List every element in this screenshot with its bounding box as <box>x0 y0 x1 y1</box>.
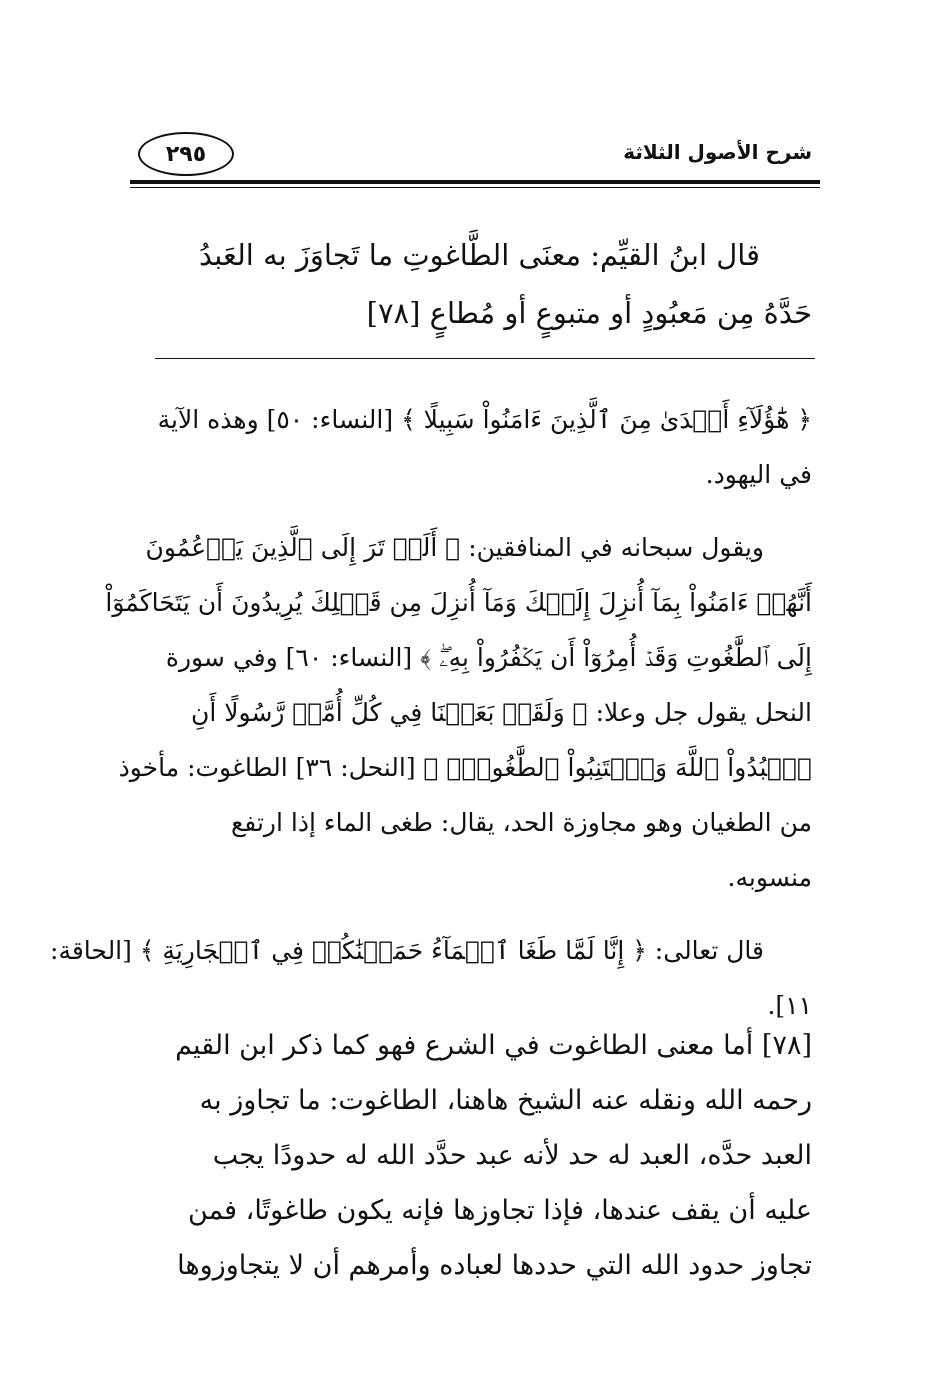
footnote-line: في اليهود. <box>705 460 812 489</box>
footnote-paragraph <box>150 392 812 502</box>
commentary <box>150 1018 812 1293</box>
commentary-line: عليه أن يقف عندها، فإذا تجاوزها فإنه يكون طاغوتًا، فمن <box>188 1195 812 1226</box>
footnote-paragraph <box>50 923 812 1033</box>
page-number-badge: ٢٩٥ <box>138 132 234 176</box>
main-text-line: قال ابنُ القيِّم: معنَى الطَّاغوتِ ما تَجاوَزَ به العَبدُ <box>199 238 760 272</box>
footnote-line: منسوبه. <box>727 863 812 892</box>
page-header <box>130 128 820 184</box>
commentary-line: العبد حدَّه، العبد له حد لأنه عبد حدَّد الله له حدودًا يجب <box>212 1140 812 1171</box>
main-text <box>150 226 812 342</box>
footnote-line: النحل يقول جل وعلا: ﴿ وَلَقَدۡ بَعَثۡنَا فِي كُلِّ أُمَّةٖ رَّسُولًا أَنِ <box>191 698 812 727</box>
footnote-line: ويقول سبحانه في المنافقين: ﴿ أَلَمۡ تَرَ إِلَى ٱلَّذِينَ يَزۡعُمُونَ <box>145 533 764 562</box>
footnote-line: أَنَّهُمۡ ءَامَنُواْ بِمَآ أُنزِلَ إِلَيۡكَ وَمَآ أُنزِلَ مِن قَبۡلِكَ يُرِيدُونَ أَن يَتَحَاكَمُوٓاْ <box>105 588 812 617</box>
commentary-line: تجاوز حدود الله التي حددها لعباده وأمرهم أن لا يتجاوزوها <box>177 1250 812 1281</box>
commentary-line: [٧٨] أما معنى الطاغوت في الشرع فهو كما ذكر ابن القيم <box>175 1030 812 1061</box>
footnote-line: ١١]. <box>767 991 812 1020</box>
footnotes <box>50 392 812 1051</box>
commentary-line: رحمه الله ونقله عنه الشيخ هاهنا، الطاغوت: ما تجاوز به <box>199 1085 812 1116</box>
footnote-line: إِلَى ٱلطَّٰغُوتِ وَقَدۡ أُمِرُوٓاْ أَن يَكۡفُرُواْ بِهِۦۖ ﴾ [النساء: ٦٠] وفي سورة <box>165 643 812 672</box>
book-title: شرح الأصول الثلاثة <box>623 140 812 164</box>
header-rule-thin <box>130 187 820 188</box>
main-text-line: حَدَّهُ مِن مَعبُودٍ أو متبوعٍ أو مُطاعٍ [٧٨] <box>366 296 812 330</box>
footnote-paragraph <box>105 520 812 905</box>
footnote-line: قال تعالى: ﴿ إِنَّا لَمَّا طَغَا ٱلۡمَآءُ حَمَلۡنَٰكُمۡ فِي ٱلۡجَارِيَةِ ﴾ [الحاقة: <box>50 936 764 965</box>
footnote-line: ٱعۡبُدُواْ ٱللَّهَ وَٱجۡتَنِبُواْ ٱلطَّٰغُوتَۖ ﴾ [النحل: ٣٦] الطاغوت: مأخوذ <box>118 753 812 782</box>
footnote-separator <box>155 358 815 359</box>
header-rule-thick <box>130 180 820 184</box>
footnote-line: من الطغيان وهو مجاوزة الحد، يقال: طغى الماء إذا ارتفع <box>231 808 812 837</box>
footnote-line: ﴿ هَٰٓؤُلَآءِ أَهۡدَىٰ مِنَ ٱلَّذِينَ ءَامَنُواْ سَبِيلًا ﴾ [النساء: ٥٠] وهذه الآية <box>157 405 812 434</box>
